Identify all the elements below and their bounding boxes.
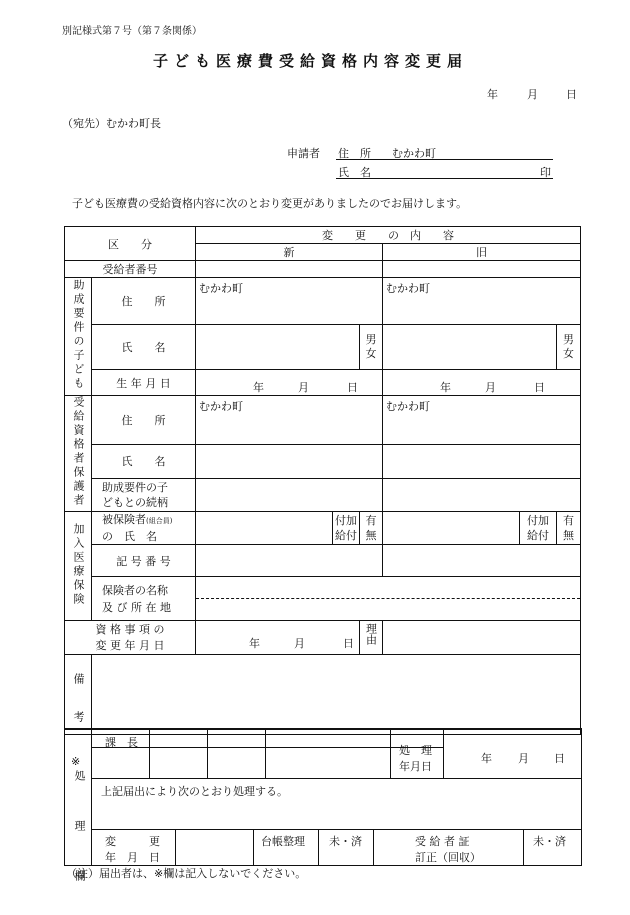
change-date-label-2: 変 更 年 月 日 — [95, 638, 165, 652]
form-id: 別記様式第７号（第７条関係） — [62, 26, 202, 37]
guardian-address-new[interactable]: むかわ町 — [196, 396, 383, 445]
insured-name-new[interactable] — [196, 512, 333, 545]
insured-label-1: 被保険者 — [102, 513, 146, 526]
female-option-old[interactable]: 女 — [563, 347, 575, 360]
insured-name-old[interactable] — [383, 512, 520, 545]
child-address-label: 住 所 — [92, 278, 196, 325]
applicant-address-label: 住 所 — [338, 147, 371, 160]
recipient-number-label: 受給者番号 — [65, 261, 196, 278]
birthdate-label: 生 年 月 日 — [92, 370, 196, 396]
ledger-label: 台帳整理 — [261, 835, 305, 848]
addressee: （宛先）むかわ町長 — [62, 117, 161, 130]
insured-small-label: (組合員) — [146, 517, 173, 525]
insured-label-2: の 氏 名 — [102, 530, 157, 543]
insurer-label-2: 及 び 所 在 地 — [102, 600, 171, 614]
ledger-status[interactable]: 未・済 — [329, 835, 362, 848]
process-date-label-2: 年月日 — [399, 760, 432, 773]
old-header: 旧 — [383, 244, 581, 261]
benefit-exist-old[interactable]: 有 無 — [557, 512, 581, 545]
reason-value[interactable] — [383, 621, 581, 655]
male-option-new[interactable]: 男 — [365, 333, 377, 346]
date-day: 日 — [566, 88, 577, 101]
process-date-day: 日 — [554, 752, 565, 765]
guardian-address-label: 住 所 — [92, 396, 196, 445]
guardian-name-new[interactable] — [196, 444, 383, 478]
symbol-number-old[interactable] — [383, 545, 581, 577]
page-title: 子ども医療費受給資格内容変更届 — [153, 52, 469, 70]
recipient-number-new[interactable] — [196, 261, 383, 278]
change-date-office-label-1: 変 更 — [105, 835, 160, 848]
relation-new[interactable] — [196, 478, 383, 511]
relation-label-2: どもとの続柄 — [102, 495, 168, 509]
division-header: 区 分 — [65, 227, 196, 261]
male-option-old[interactable]: 男 — [563, 333, 575, 346]
change-form-table: 区 分 変 更 の 内 容 新 旧 受給者番号 助成要件の子ども 住 所 むかわ町 むかわ町 氏 名 男 女 男 女 生 年 月 日 年 月 日 年 月 日 受給資格者保護者 住 所 むかわ町 むかわ町 氏 名 助成要件の子 どもとの続柄 加入医療保険 被保険者(組合員) の 氏 名 付加 給付 有 無 付加 給付 有 無 記 号 番 号 保険者の名称 及 び 所 在 地 資 格 事 項 の 変 更 年 月 日 年 月 日 理由 備 考 — [64, 226, 581, 735]
symbol-number-new[interactable] — [196, 545, 383, 577]
section-chief-label: 課 長 — [105, 736, 138, 749]
office-use-mark: ※ — [71, 755, 81, 768]
child-address-old[interactable]: むかわ町 — [383, 278, 581, 325]
guardian-address-old[interactable]: むかわ町 — [383, 396, 581, 445]
change-content-header: 変 更 の 内 容 — [196, 227, 581, 244]
footnote: （注）届出者は、※欄は記入しないでください。 — [66, 867, 307, 880]
date-year: 年 — [487, 88, 498, 101]
seal-mark: 印 — [540, 166, 551, 179]
intro-text: 子ども医療費の受給資格内容に次のとおり変更がありましたのでお届けします。 — [72, 197, 468, 210]
applicant-address-value[interactable]: むかわ町 — [392, 147, 436, 160]
applicant-label: 申請者 — [287, 147, 320, 160]
relation-label-1: 助成要件の子 — [102, 480, 168, 494]
process-date-year: 年 — [481, 752, 492, 765]
insurer-label-1: 保険者の名称 — [102, 583, 168, 597]
remarks-label: 備 考 — [72, 673, 85, 730]
change-date-label-1: 資 格 事 項 の — [95, 622, 165, 636]
guardian-name-label: 氏 名 — [92, 444, 196, 478]
applicant-name-label: 氏 名 — [338, 166, 371, 179]
child-group-label: 助成要件の子ども — [72, 279, 85, 391]
insurance-group-label: 加入医療保険 — [72, 522, 85, 607]
process-date-label-1: 処 理 — [399, 744, 432, 757]
new-header: 新 — [196, 244, 383, 261]
reason-label: 理由 — [360, 621, 383, 655]
child-address-new[interactable]: むかわ町 — [196, 278, 383, 325]
change-date-office-label-2: 年 月 日 — [105, 851, 160, 864]
child-name-new[interactable] — [196, 325, 360, 370]
certificate-status[interactable]: 未・済 — [533, 835, 566, 848]
date-month: 月 — [527, 88, 538, 101]
change-date-value[interactable]: 年 月 日 — [196, 621, 360, 655]
birthdate-old[interactable]: 年 月 日 — [383, 370, 581, 396]
process-date-month: 月 — [518, 752, 529, 765]
child-name-label: 氏 名 — [92, 325, 196, 370]
certificate-label-2: 訂正（回収） — [415, 851, 481, 864]
benefit-exist-new[interactable]: 有 無 — [360, 512, 383, 545]
certificate-label-1: 受 給 者 証 — [415, 835, 470, 848]
symbol-number-label: 記 号 番 号 — [92, 545, 196, 577]
birthdate-new[interactable]: 年 月 日 — [196, 370, 383, 396]
guardian-name-old[interactable] — [383, 444, 581, 478]
female-option-new[interactable]: 女 — [365, 347, 377, 360]
insurer-info[interactable] — [196, 577, 581, 621]
guardian-group-label: 受給資格者保護者 — [72, 396, 85, 508]
remarks-value[interactable] — [92, 655, 581, 735]
processing-label: 処 理 欄 — [73, 770, 86, 895]
relation-old[interactable] — [383, 478, 581, 511]
child-name-old[interactable] — [383, 325, 557, 370]
processing-statement: 上記届出により次のとおり処理する。 — [101, 785, 288, 798]
recipient-number-old[interactable] — [383, 261, 581, 278]
